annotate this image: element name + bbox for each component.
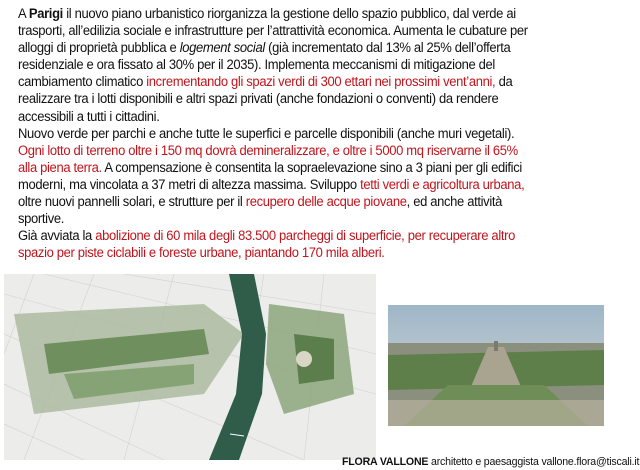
body-text bbox=[18, 5, 619, 261]
highlighted-text: incrementando gli spazi verdi di 300 ettari nei prossimi vent’anni, bbox=[146, 74, 496, 90]
text-line bbox=[18, 39, 619, 56]
author-email[interactable]: vallone.flora@tiscali.it bbox=[541, 456, 640, 468]
text-segment: alloggi di proprietà pubblica e bbox=[18, 40, 180, 56]
text-segment: residenziale e ora fissato al 30% per il 2035). Implementa meccanismi di mitigazione del bbox=[18, 57, 495, 73]
highlighted-text: recupero delle acque piovane bbox=[245, 194, 407, 210]
text-segment: (già incrementato dal 13% al 25% dell’offerta bbox=[264, 40, 511, 56]
text-line bbox=[18, 210, 619, 227]
text-segment: da bbox=[495, 74, 513, 90]
text-line bbox=[18, 142, 619, 159]
highlighted-text: alla piena terra. bbox=[18, 159, 102, 175]
text-line bbox=[18, 56, 619, 73]
text-segment: A compensazione è consentita la sopraelevazione sino a 3 piani per gli edifici bbox=[101, 159, 522, 175]
image-caption bbox=[100, 463, 101, 467]
text-segment: Già avviata la bbox=[18, 228, 96, 244]
text-segment: cambiamento climatico bbox=[18, 74, 147, 90]
highlighted-text: spazio per piste ciclabili e foreste urbane, piantando 170 mila alberi. bbox=[18, 245, 385, 261]
text-segment: sportive. bbox=[18, 211, 65, 227]
aerial-photo bbox=[388, 305, 604, 426]
text-segment: A bbox=[18, 6, 29, 21]
author-name: FLORA VALLONE bbox=[342, 456, 429, 468]
highlighted-text: Ogni lotto di terreno oltre i 150 mq dovrà demineralizzare, e oltre i 5000 mq riservarne il 65% bbox=[18, 142, 518, 158]
text-line bbox=[18, 73, 619, 90]
footer-credit bbox=[342, 456, 639, 468]
highlighted-text: abolizione di 60 mila degli 83.500 parcheggi di superficie, per recuperare altro bbox=[95, 228, 516, 244]
text-line bbox=[18, 244, 619, 261]
text-line bbox=[18, 22, 619, 39]
text-segment: trasporti, all’edilizia sociale e infrastrutture per l’attrattività economica. Aumenta le cubature per bbox=[18, 23, 528, 39]
text-line bbox=[18, 193, 619, 210]
text-line bbox=[18, 108, 619, 125]
text-line bbox=[18, 227, 619, 244]
text-line bbox=[18, 125, 619, 142]
text-segment: Nuovo verde per parchi e anche tutte le superfici e parcelle disponibili (anche muri vegetali). bbox=[18, 125, 515, 141]
text-segment: il nuovo piano urbanistico riorganizza la gestione dello spazio pubblico, dal verde ai bbox=[62, 6, 516, 21]
text-segment: accessibili a tutti i cittadini. bbox=[18, 108, 160, 124]
text-segment: Parigi bbox=[28, 6, 63, 21]
text-segment: oltre nuovi pannelli solari, e strutture per il bbox=[18, 194, 246, 210]
text-line bbox=[18, 159, 619, 176]
author-role: architetto e paesaggista bbox=[428, 456, 542, 468]
highlighted-text: tetti verdi e agricoltura urbana, bbox=[360, 176, 525, 192]
text-line bbox=[18, 5, 619, 22]
text-segment: realizzare tra i lotti disponibili e altri spazi privati (anche fondazioni o conventi) da rendere bbox=[18, 91, 499, 107]
text-segment: logement social bbox=[179, 40, 265, 56]
text-segment: , ed anche attività bbox=[406, 194, 503, 210]
masterplan-image bbox=[4, 274, 376, 460]
text-line bbox=[18, 176, 619, 193]
text-segment: moderni, ma vincolata a 37 metri di altezza massima. Sviluppo bbox=[18, 176, 361, 192]
text-line bbox=[18, 90, 619, 107]
